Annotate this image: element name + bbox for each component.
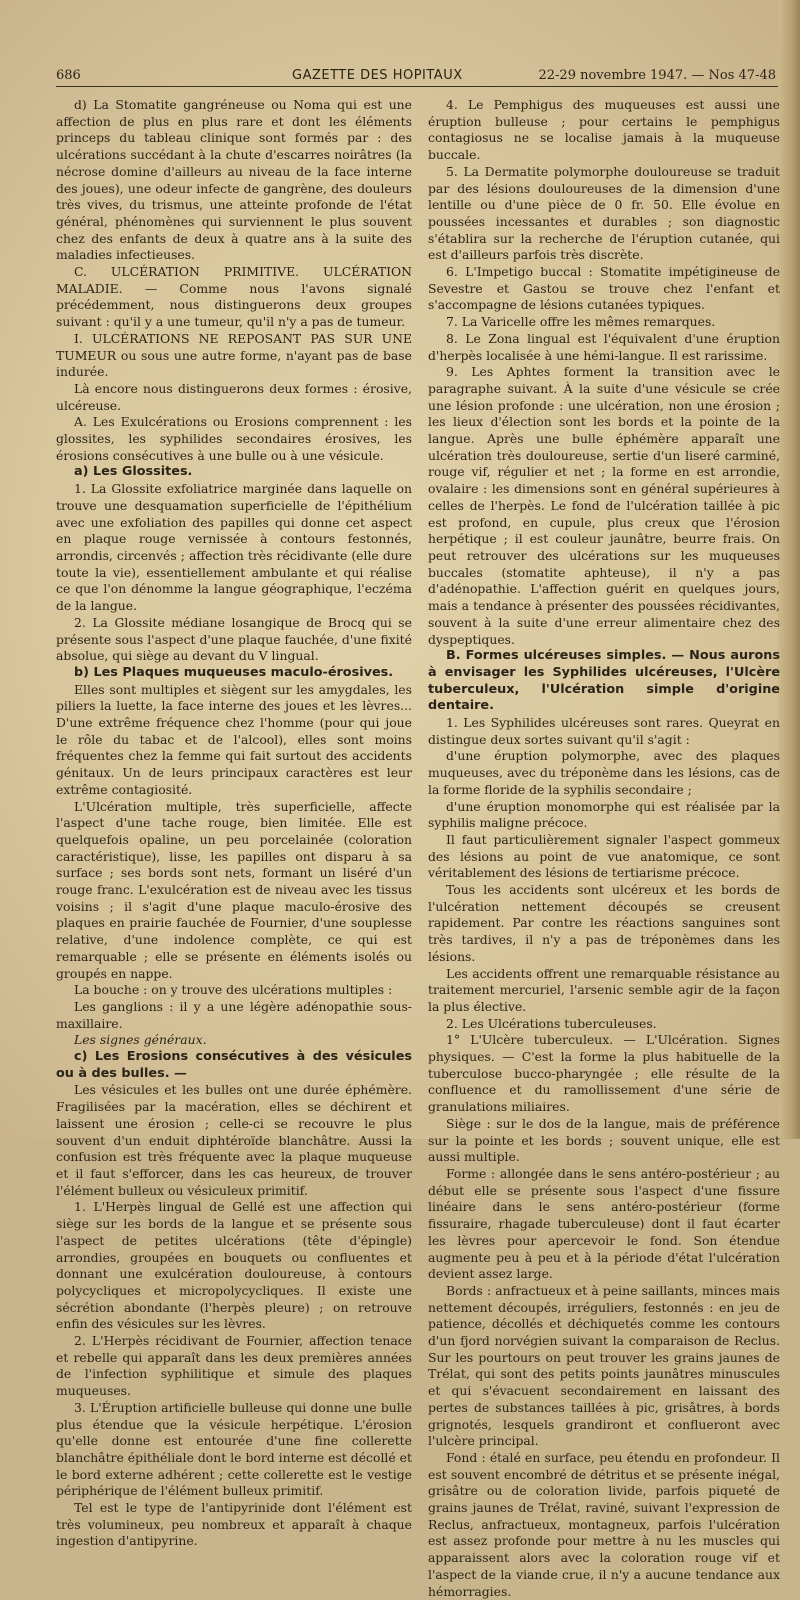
heading-ulcerations-ne-reposant: I. ULCÉRATIONS NE REPOSANT PAS SUR UNE TUMEUR ou sous une autre forme, n'ayant pas de base indurée.: [56, 330, 412, 380]
paragraph-aspect-gommeux: Il faut particulièrement signaler l'aspect gommeux des lésions au point de vue anatomique, ce sont véritablement des lésions de tertiarisme précoce.: [428, 831, 780, 881]
subheading-ulcerations-tuberculeuses: 2. Les Ulcérations tuberculeuses.: [446, 1015, 657, 1031]
heading-ulceration-primitive: C. ULCÉRATION PRIMITIVE. ULCÉRATION MALADIE. — Comme nous l'avons signalé précédemment, nous distinguerons deux groupes suivant : qu'il y a une tumeur, qu'il n'y a pas de tumeur.: [56, 264, 412, 330]
paragraph-siege: Siège : sur le dos de la langue, mais de préférence sur la pointe et les bords ; souvent unique, elle est aussi multiple.: [428, 1115, 780, 1165]
paragraph-glossite-exfoliatrice: 1. La Glossite exfoliatrice marginée dans laquelle on trouve une desquamation superficielle de l'épithélium avec une exfoliation des papilles qui donne cet aspect en plaque rouge vernissée à contours festonnés, arrondis, circenvés ; affection très récidivante (elle dure toute la vie), essentiellement ambulante et qui réalise ce que l'on dénomme la langue géographique, l'eczéma de la langue.: [56, 481, 412, 614]
page-spine: [778, 0, 800, 1139]
paragraph-syphilides-ulcereuses: 1. Les Syphilides ulcéreuses sont rares. Queyrat en distingue deux sortes suivant qu'il s'agit :: [428, 715, 780, 747]
paragraph-pemphigus: 4. Le Pemphigus des muqueuses est aussi une éruption bulleuse ; pour certains le pemphigus contagiosus ne se localise jamais à la muqueuse buccale.: [428, 97, 780, 163]
paragraph-accidents-ulcereux: Tous les accidents sont ulcéreux et les bords de l'ulcération nettement découpés se creusent rapidement. Par contre les réactions sanguines sont très tardives, il n'y a pas de tréponèmes dans les lésions.: [428, 882, 780, 964]
paragraph-glossite-mediane: 2. La Glossite médiane losangique de Brocq qui se présente sous l'aspect d'une plaque fauchée, d'une fixité absolue, qui siège au devant du V lingual.: [56, 614, 412, 664]
paragraph-antipyrinide: Tel est le type de l'antipyrinide dont l'élément est très volumineux, peu nombreux et apparaît à chaque ingestion d'antipyrine.: [56, 1500, 412, 1549]
issue-date: 22-29 novembre 1947. — Nos 47-48: [538, 68, 776, 83]
paragraph-ulcere-tuberculeux: 1° L'Ulcère tuberculeux. — L'Ulcération. Signes physiques. — C'est la forme la plus habituelle de la tuberculose bucco-pharyngée ; elle résulte de la confluence et du ramollissement d'une série de granulations miliaires.: [428, 1032, 780, 1115]
left-column: [56, 97, 412, 1550]
paragraph-herpes-lingual: 1. L'Herpès lingual de Gellé est une affection qui siège sur les bords de la langue et se présente sous l'aspect de petites ulcérations (tête d'épingle) arrondies, groupées en bouquets ou confluentes et donnant une exulcération douloureuse, à contours polycycliques et micropolycycliques. Il existe une sécrétion abondante (l'herpès pleure) ; on retrouve enfin des vésicules sur les lèvres.: [56, 1199, 412, 1332]
subheading-erosions-vesicules: c) Les Erosions consécutives à des vésicules ou à des bulles. —: [56, 1049, 412, 1081]
paragraph-dermatite: 5. La Dermatite polymorphe douloureuse se traduit par des lésions douloureuses de la dimension d'une lentille ou d'une pièce de 0 fr. 50. Elle évolue en poussées incessantes et durables ; son diagnostic s'établira sur la recherche de l'éruption cutanée, qui est d'ailleurs parfois très discrète.: [428, 163, 780, 263]
paragraph-exulcerations: A. Les Exulcérations ou Erosions comprennent : les glossites, les syphilides secondaires érosives, les érosions consécutives à une bulle ou à une vésicule.: [56, 414, 412, 463]
paragraph-bords: Bords : anfractueux et à peine saillants, minces mais nettement découpés, irréguliers, festonnés : en jeu de patience, décollés et déchiquetés comme les contours d'un fjord norvégien suivant la comparaison de Reclus. Sur les pourtours on peut trouver les grains jaunes de Trélat, qui sont des petits points jaunâtres minuscules et qui s'évacuent secondairement en laissant des pertes de substances taillées à pic, grisâtres, à bords grignotés, lesquels grandiront et conflueront avec l'ulcère principal.: [428, 1282, 780, 1449]
paragraph-vesicules-bulles: Les vésicules et les bulles ont une durée éphémère. Fragilisées par la macération, elles se déchirent et laissent une érosion ; celle-ci se recouvre le plus souvent d'un enduit diphtéroïde blanchâtre. Aussi la confusion est très fréquente avec la plaque muqueuse et il faut s'efforcer, dans les cas heureux, de trouver l'élément bulleux ou vésiculeux primitif.: [56, 1082, 412, 1198]
paragraph-fond: Fond : étalé en surface, peu étendu en profondeur. Il est souvent encombré de détritus et se présente inégal, grisâtre ou de coloration livide, parfois piqueté de grains jaunes de Trélat, raviné, suivant l'expression de Reclus, anfractueux, montagneux, parfois l'ulcération est assez profonde pour mettre à nu les muscles qui apparaissent alors avec la coloration rouge vif et l'aspect de la viande crue, il n'y a aucune tendance aux hémorragies.: [428, 1449, 780, 1599]
paragraph-deux-formes: Là encore nous distinguerons deux formes : érosive, ulcéreuse.: [56, 380, 412, 413]
paragraph-eruption-polymorphe: d'une éruption polymorphe, avec des plaques muqueuses, avec du tréponème dans les lésions, cas de la forme floride de la syphilis secondaire ;: [428, 748, 780, 797]
paragraph-traitement-mercuriel: Les accidents offrent une remarquable résistance au traitement mercuriel, l'arsenic semble agir de la façon la plus élective.: [428, 965, 780, 1014]
paragraph-signes-generaux: Les signes généraux.: [74, 1032, 207, 1048]
page-number: 686: [56, 68, 81, 83]
right-column: [428, 97, 780, 1600]
paragraph-herpes-recidivant: 2. L'Herpès récidivant de Fournier, affection tenace et rebelle qui apparaît dans les deux premières années de l'infection syphilitique et simule des plaques muqueuses.: [56, 1333, 412, 1399]
paragraph-plaques-description: Elles sont multiples et siègent sur les amygdales, les piliers la luette, la face interne des joues et les lèvres... D'une extrême fréquence chez l'homme (pour qui joue le rôle du tabac et de l'alcool), elles sont moins fréquentes chez la femme qui fait surtout des accidents génitaux. Un de leurs principaux caractères est leur extrême contagiosité.: [56, 681, 412, 797]
subheading-glossites: a) Les Glossites.: [74, 464, 193, 480]
paragraph-bouche: La bouche : on y trouve des ulcérations multiples :: [74, 982, 393, 998]
paragraph-forme: Forme : allongée dans le sens antéro-postérieur ; au début elle se présente sous l'aspect d'une fissure linéaire dans le sens antéro-postérieur (forme fissuraire, rhagade tuberculeuse) dont il faut écarter les lèvres pour apercevoir le fond. Son étendue augmente peu à peu et à la période d'état l'ulcération devient assez large.: [428, 1166, 780, 1282]
paragraph-aphtes: 9. Les Aphtes forment la transition avec le paragraphe suivant. À la suite d'une vésicule se crée une lésion profonde : une ulcération, non une érosion ; les lieux d'élection sont les bords et la pointe de la langue. Après une bulle éphémère apparaît une ulcération très douloureuse, sertie d'un liseré carminé, rouge vif, régulier et net ; la forme en est arrondie, ovalaire : les dimensions sont en général supérieures à celles de l'herpès. Le fond de l'ulcération taillée à pic est profond, en cupule, plus creux que l'érosion herpétique ; il est couleur jaunâtre, beurre frais. On peut retrouver des ulcérations sur les muqueuses buccales (stomatite aphteuse), il n'y a pas d'adénopathie. L'affection guérit en quelques jours, mais a tendance à présenter des poussées récidivantes, souvent à la suite d'une erreur alimentaire chez des dyspeptiques.: [428, 364, 780, 647]
paragraph-noma: d) La Stomatite gangréneuse ou Noma qui est une affection de plus en plus rare et dont les éléments princeps du tableau clinique sont formés par : des ulcérations succédant à la chute d'escarres noirâtres (la nécrose domine d'ailleurs au niveau de la face interne des joues), une odeur infecte de gangrène, des douleurs très vives, du trismus, une atteinte profonde de l'état général, phénomènes qui surviennent le plus souvent chez des enfants de deux à quatre ans à la suite des maladies infectieuses.: [56, 97, 412, 263]
paragraph-eruption-bulleuse: 3. L'Éruption artificielle bulleuse qui donne une bulle plus étendue que la vésicule herpétique. L'érosion qu'elle donne est entourée d'une fine collerette blanchâtre épithéliale dont le bord interne est décollé et le bord externe adhérent ; cette collerette est le vestige périphérique de l'élément bulleux primitif.: [56, 1399, 412, 1499]
paragraph-varicelle: 7. La Varicelle offre les mêmes remarques.: [446, 314, 716, 330]
paragraph-zona: 8. Le Zona lingual est l'équivalent d'une éruption d'herpès localisée à une hémi-langue. Il est rarissime.: [428, 330, 780, 363]
paragraph-impetigo: 6. L'Impetigo buccal : Stomatite impétigineuse de Sevestre et Gastou se trouve chez l'enfant et s'accompagne de lésions cutanées typiques.: [428, 264, 780, 313]
paragraph-ulceration-multiple: L'Ulcération multiple, très superficielle, affecte l'aspect d'une tache rouge, bien limitée. Elle est quelquefois opaline, un peu porcelainée (coloration caractéristique), lisse, les papilles ont disparu à sa surface ; ses bords sont nets, formant un liséré d'un rouge franc. L'exulcération est de niveau avec les tissus voisins ; il s'agit d'une plaque maculo-érosive des plaques en prairie fauchée de Fournier, d'une souplesse relative, d'une indolence complète, ce qui est remarquable ; elle se présente en éléments isolés ou groupés en nappe.: [56, 798, 412, 981]
paragraph-eruption-monomorphe: d'une éruption monomorphe qui est réalisée par la syphilis maligne précoce.: [428, 798, 780, 831]
paragraph-ganglions: Les ganglions : il y a une légère adénopathie sous-maxillaire.: [56, 998, 412, 1031]
journal-title: GAZETTE DES HOPITAUX: [292, 68, 463, 83]
header-rule: [56, 86, 778, 87]
subheading-plaques-muqueuses: b) Les Plaques muqueuses maculo-érosives.: [74, 664, 394, 680]
subheading-formes-ulcereuses: B. Formes ulcéreuses simples. — Nous aurons à envisager les Syphilides ulcéreuses, l'Ulcère tuberculeux, l'Ulcération simple d'origine dentaire.: [428, 648, 780, 714]
